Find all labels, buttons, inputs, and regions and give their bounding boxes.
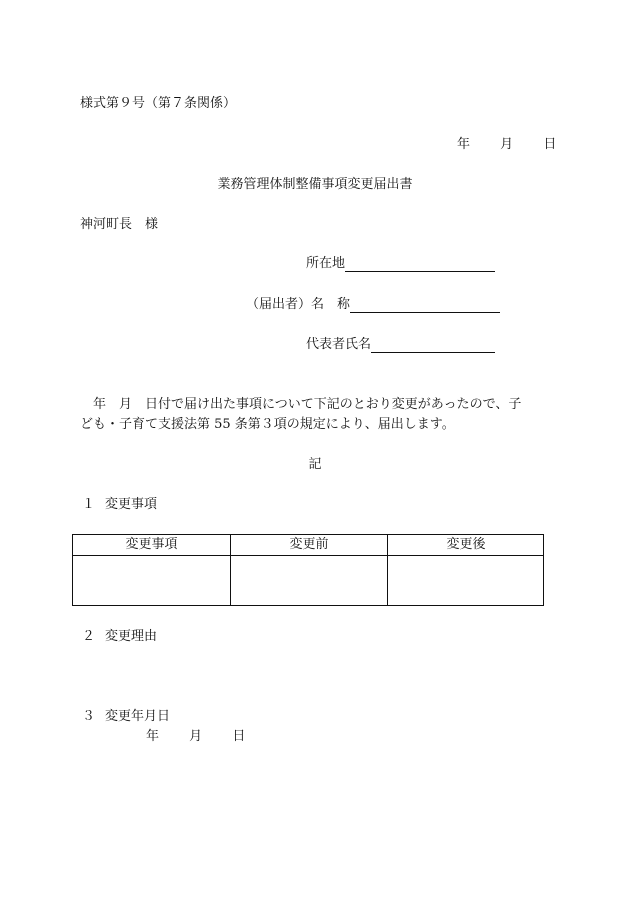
table-header-item: 変更事項 — [125, 537, 178, 552]
section-2-number: ２ — [82, 629, 96, 644]
representative-label: 代表者氏名 — [306, 337, 372, 352]
change-table — [72, 534, 544, 606]
section-3-title: 変更年月日 — [105, 709, 171, 724]
date-bottom-day: 日 — [232, 729, 246, 744]
name-label: 名 称 — [311, 297, 351, 312]
table-header-before: 変更前 — [289, 537, 329, 552]
date-top-day: 日 — [543, 137, 557, 152]
representative-field — [306, 337, 495, 353]
address-field — [306, 256, 495, 272]
table-cell-before — [231, 556, 387, 605]
section-1-number: １ — [82, 497, 96, 512]
section-2-heading — [82, 629, 157, 645]
section-2-title: 変更理由 — [105, 629, 158, 644]
table-cell-item — [73, 556, 230, 605]
address-label: 所在地 — [306, 256, 346, 271]
section-1-title: 変更事項 — [105, 497, 158, 512]
representative-line — [371, 338, 495, 353]
section-3-heading — [82, 709, 170, 725]
date-top-year: 年 — [457, 137, 471, 152]
name-line — [350, 298, 500, 313]
address-line — [345, 257, 495, 272]
body-line-1: 年 月 日付で届け出た事項について下記のとおり変更があったので、子 — [93, 397, 522, 412]
section-1-heading — [82, 497, 157, 513]
date-bottom — [146, 729, 245, 745]
date-bottom-month: 月 — [189, 729, 203, 744]
date-top — [457, 137, 556, 153]
section-3-number: ３ — [82, 709, 96, 724]
ki-heading: 記 — [308, 457, 322, 472]
page-title: 業務管理体制整備事項変更届出書 — [217, 177, 413, 192]
table-cell-after — [388, 556, 544, 605]
date-bottom-year: 年 — [146, 729, 160, 744]
addressee: 神河町長 様 — [80, 217, 159, 232]
submitter-prefix: （届出者） — [246, 297, 312, 312]
name-field — [246, 297, 500, 313]
date-top-month: 月 — [500, 137, 514, 152]
body-line-2: ども・子育て支援法第 55 条第３項の規定により、届出します。 — [80, 417, 455, 432]
form-number: 様式第９号（第７条関係） — [80, 96, 237, 111]
table-header-after: 変更後 — [446, 537, 486, 552]
